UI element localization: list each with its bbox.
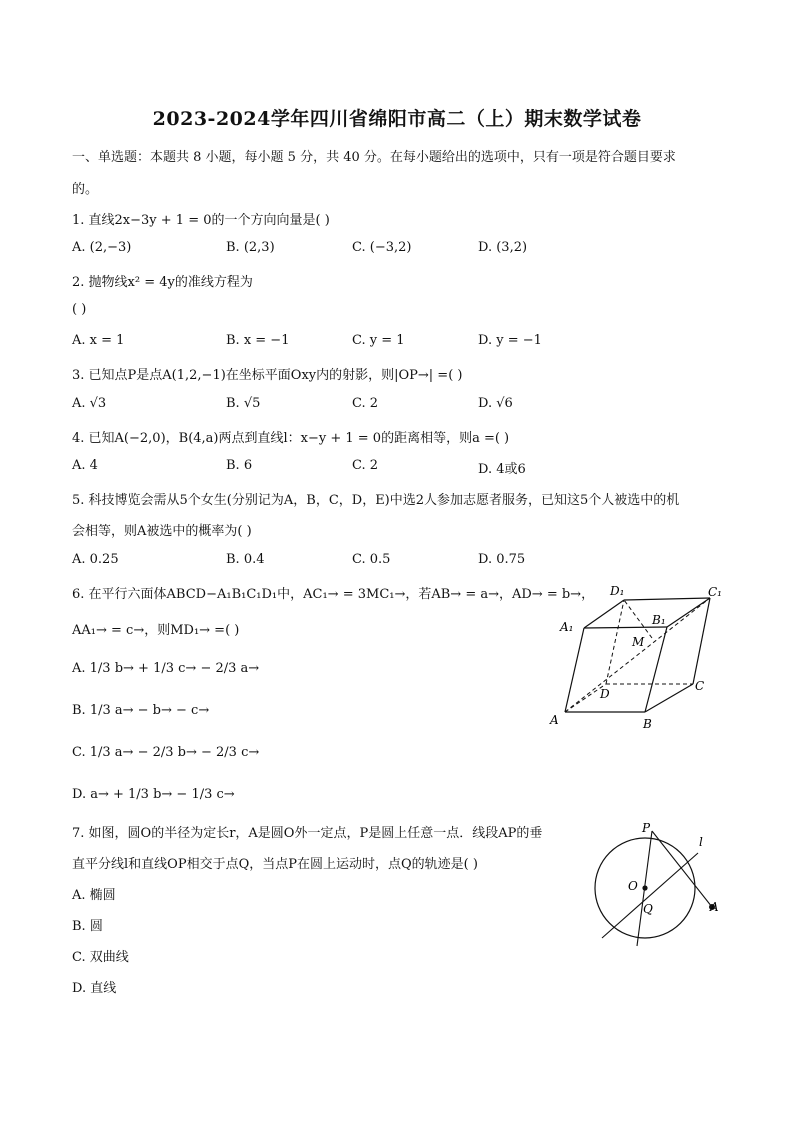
edge-bc: [645, 684, 693, 712]
label-a1: A₁: [560, 620, 574, 634]
edge-d1c1: [624, 598, 710, 600]
q6-option-c: C. 1/3 a→ − 2/3 b→ − 2/3 c→: [72, 745, 260, 760]
edge-a1b1: [584, 627, 667, 628]
q5-option-b: B. 0.4: [226, 552, 265, 567]
q5-option-c: C. 0.5: [352, 552, 391, 567]
question-2-stem: 2. 抛物线x² = 4y的准线方程为: [72, 275, 253, 290]
label-a: A: [550, 713, 559, 727]
edge-dd1-hidden: [606, 600, 624, 684]
point-o: [642, 885, 647, 890]
label-b1: B₁: [652, 613, 666, 627]
label-p: P: [642, 821, 651, 835]
q1-option-d: D. (3,2): [478, 240, 528, 255]
edge-a1d1: [584, 600, 624, 628]
edge-cc1: [693, 598, 710, 684]
q4-option-c: C. 2: [352, 458, 379, 473]
q2-option-c: C. y = 1: [352, 333, 405, 348]
q6-option-b: B. 1/3 a→ − b→ − c→: [72, 703, 210, 718]
q6-option-d: D. a→ + 1/3 b→ − 1/3 c→: [72, 787, 235, 802]
question-3-stem: 3. 已知点P是点A(1,2,−1)在坐标平面Oxy内的射影，则|OP→| =( ): [72, 368, 463, 383]
q1-option-a: A. (2,−3): [72, 240, 132, 255]
question-6-stem-cont: AA₁→ = c→，则MD₁→ =( ): [72, 623, 240, 638]
question-5-stem: 5. 科技博览会需从5个女生(分别记为A，B，C，D，E)中选2人参加志愿者服务，已知这5个人被选中的机: [72, 493, 680, 508]
q3-option-d: D. √6: [478, 396, 513, 411]
q4-option-b: B. 6: [226, 458, 253, 473]
question-4-stem: 4. 已知A(−2,0)，B(4,a)两点到直线l：x−y + 1 = 0的距离相等，则a =( ): [72, 431, 510, 446]
q7-option-a: A. 椭圆: [72, 888, 116, 903]
label-c1: C₁: [708, 585, 722, 599]
q7-option-d: D. 直线: [72, 981, 117, 996]
q7-option-b: B. 圆: [72, 919, 103, 934]
line-l: [602, 853, 698, 938]
q3-option-c: C. 2: [352, 396, 379, 411]
q3-option-a: A. √3: [72, 396, 107, 411]
label-b: B: [643, 717, 652, 731]
section-heading-cont: 的。: [72, 182, 99, 197]
q6-option-a: A. 1/3 b→ + 1/3 c→ − 2/3 a→: [72, 661, 260, 676]
label-d: D: [600, 687, 610, 701]
q3-option-b: B. √5: [226, 396, 261, 411]
question-7-stem: 7. 如图，圆O的半径为定长r，A是圆O外一定点，P是圆上任意一点．线段AP的垂: [72, 826, 543, 841]
question-7-stem-cont: 直平分线l和直线OP相交于点Q，当点P在圆上运动时，点Q的轨迹是( ): [72, 857, 478, 872]
q5-option-a: A. 0.25: [72, 552, 119, 567]
label-q: Q: [643, 902, 653, 916]
label-c: C: [695, 679, 705, 693]
circle-figure: [588, 818, 738, 953]
q2-option-b: B. x = −1: [226, 333, 290, 348]
q2-option-a: A. x = 1: [72, 333, 125, 348]
label-o: O: [628, 879, 638, 893]
section-heading: 一、单选题：本题共 8 小题，每小题 5 分，共 40 分。在每小题给出的选项中，只有一项是符合题目要求: [72, 150, 676, 165]
q1-option-c: C. (−3,2): [352, 240, 412, 255]
q5-option-d: D. 0.75: [478, 552, 526, 567]
label-a-point: A: [710, 900, 719, 914]
segment-pa: [652, 831, 712, 907]
edge-bb1: [645, 627, 667, 712]
page-title: 2023-2024学年四川省绵阳市高二（上）期末数学试卷: [152, 108, 642, 130]
q4-option-d: D. 4或6: [478, 462, 526, 477]
edge-b1c1: [667, 598, 710, 627]
edge-aa1: [565, 628, 584, 712]
question-6-stem: 6. 在平行六面体ABCD−A₁B₁C₁D₁中，AC₁→ = 3MC₁→，若AB→ = a→，AD→ = b→，: [72, 587, 595, 602]
segment-md1: [624, 600, 652, 638]
diagonal-ac1: [565, 598, 710, 712]
q1-option-b: B. (2,3): [226, 240, 275, 255]
label-l: l: [699, 835, 703, 849]
q4-option-a: A. 4: [72, 458, 98, 473]
q7-option-c: C. 双曲线: [72, 950, 129, 965]
question-1-stem: 1. 直线2x−3y + 1 = 0的一个方向向量是( ): [72, 213, 330, 228]
label-m: M: [632, 635, 645, 649]
label-d1: D₁: [610, 584, 625, 598]
question-2-paren: ( ): [72, 302, 87, 317]
question-5-stem-cont: 会相等，则A被选中的概率为( ): [72, 524, 252, 539]
parallelepiped-figure: [540, 578, 740, 738]
q2-option-d: D. y = −1: [478, 333, 542, 348]
